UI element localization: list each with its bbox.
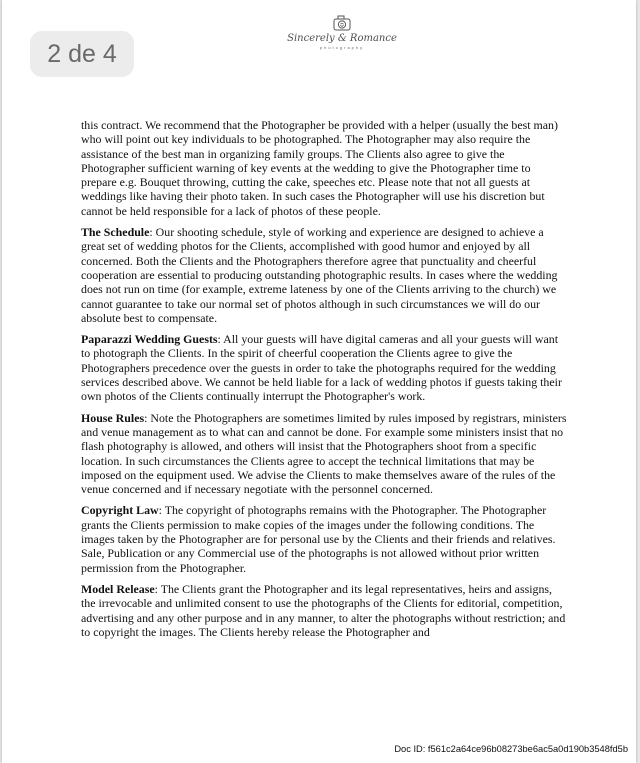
paragraph-text: : The copyright of photographs remains with the Photographer. The Photographer grants the Clients permission to make copies of the images under the following conditions. The images taken by the Photographer are for personal use by the Clients and their friends and relatives. Sale, Publication or any Commercial use of the photographs is not allowed without prior written permission from the Photographer. [81,503,556,575]
paragraph-text: : The Clients grant the Photographer and its legal representatives, heirs and assigns, the irrevocable and unlimited consent to use the photographs of the Clients for editorial, competition, advertising and any other purpose and in any manner, to alter the photographs without restriction; and to copyright the images. The Clients hereby release the Photographer and [81,581,566,639]
paragraph-continuation [81,118,567,218]
paragraph-copyright [81,503,567,574]
logo-subtitle: photography [319,45,365,50]
brand-logo [272,14,412,64]
paragraph-text: : Our shooting schedule, style of working and experience are designed to achieve a great set of wedding photos for the Clients, accomplished with good humor and enjoyed by all concerned. Both the Clients and the Photographers therefore agree that punctuality and cheerful cooperation are essential to producing outstanding photographic results. In cases where the wedding does not run on time (for example, extreme lateness by one of the Clients arriving to the church) we cannot guarantee to take our normal set of photos although in such circumstances we will do our absolute best to compensate. [81,225,558,325]
logo-script-text: Sincerely & Romance [287,33,397,44]
document-id: Doc ID: f561c2a64ce96b08273be6ac5a0d190b3548fd5b [394,744,628,754]
paragraph-text: : Note the Photographers are sometimes limited by rules imposed by registrars, ministers and venue management as to what can and cannot be done. For example some ministers insist that no flash photography is allowed, and others will insist that the Photographers shoot from a specific location. In such circumstances the Clients agree to accept the technical limitations that may be imposed on the equipment used. We advise the Clients to make themselves aware of the rules of the venue concerned and if necessary negotiate with the personnel concerned. [81,410,567,497]
document-page [2,0,636,763]
paragraph-title: House Rules [81,410,145,425]
paragraph-title: The Schedule [81,225,150,240]
paragraph-text: this contract. We recommend that the Photographer be provided with a helper (usually the best man) who will point out key individuals to be photographed. The Photographer may also require the assistance of the best man in organizing family groups. The Clients also agree to give the Photographer sufficient warning of key events at the wedding to give the Photographer time to prepare e.g. Bouquet throwing, cutting the cake, speeches etc. Please note that not all guests at weddings like having their photo taken. In such cases the Photographer will use his discretion but cannot be held responsible for a lack of photos of these people. [81,118,558,218]
camera-icon [330,14,354,32]
contract-text [81,118,567,646]
paragraph-paparazzi [81,332,567,403]
paragraph-schedule [81,225,567,325]
paragraph-title: Paparazzi Wedding Guests [81,332,218,347]
paragraph-text: : All your guests will have digital cameras and all your guests will want to photograph the Clients. In the spirit of cheerful cooperation the Clients agree to give the Photographers precedence over the guests in order to take the photographs required for the wedding services described above. We cannot be held liable for a lack of wedding photos if guests taking their own photos of the Clients continually interrupt the Photographer's work. [81,332,562,404]
paragraph-title: Model Release [81,581,155,596]
paragraph-model-release [81,582,567,639]
paragraph-house-rules [81,411,567,497]
paragraph-title: Copyright Law [81,503,159,518]
page-indicator-badge: 2 de 4 [30,31,134,77]
